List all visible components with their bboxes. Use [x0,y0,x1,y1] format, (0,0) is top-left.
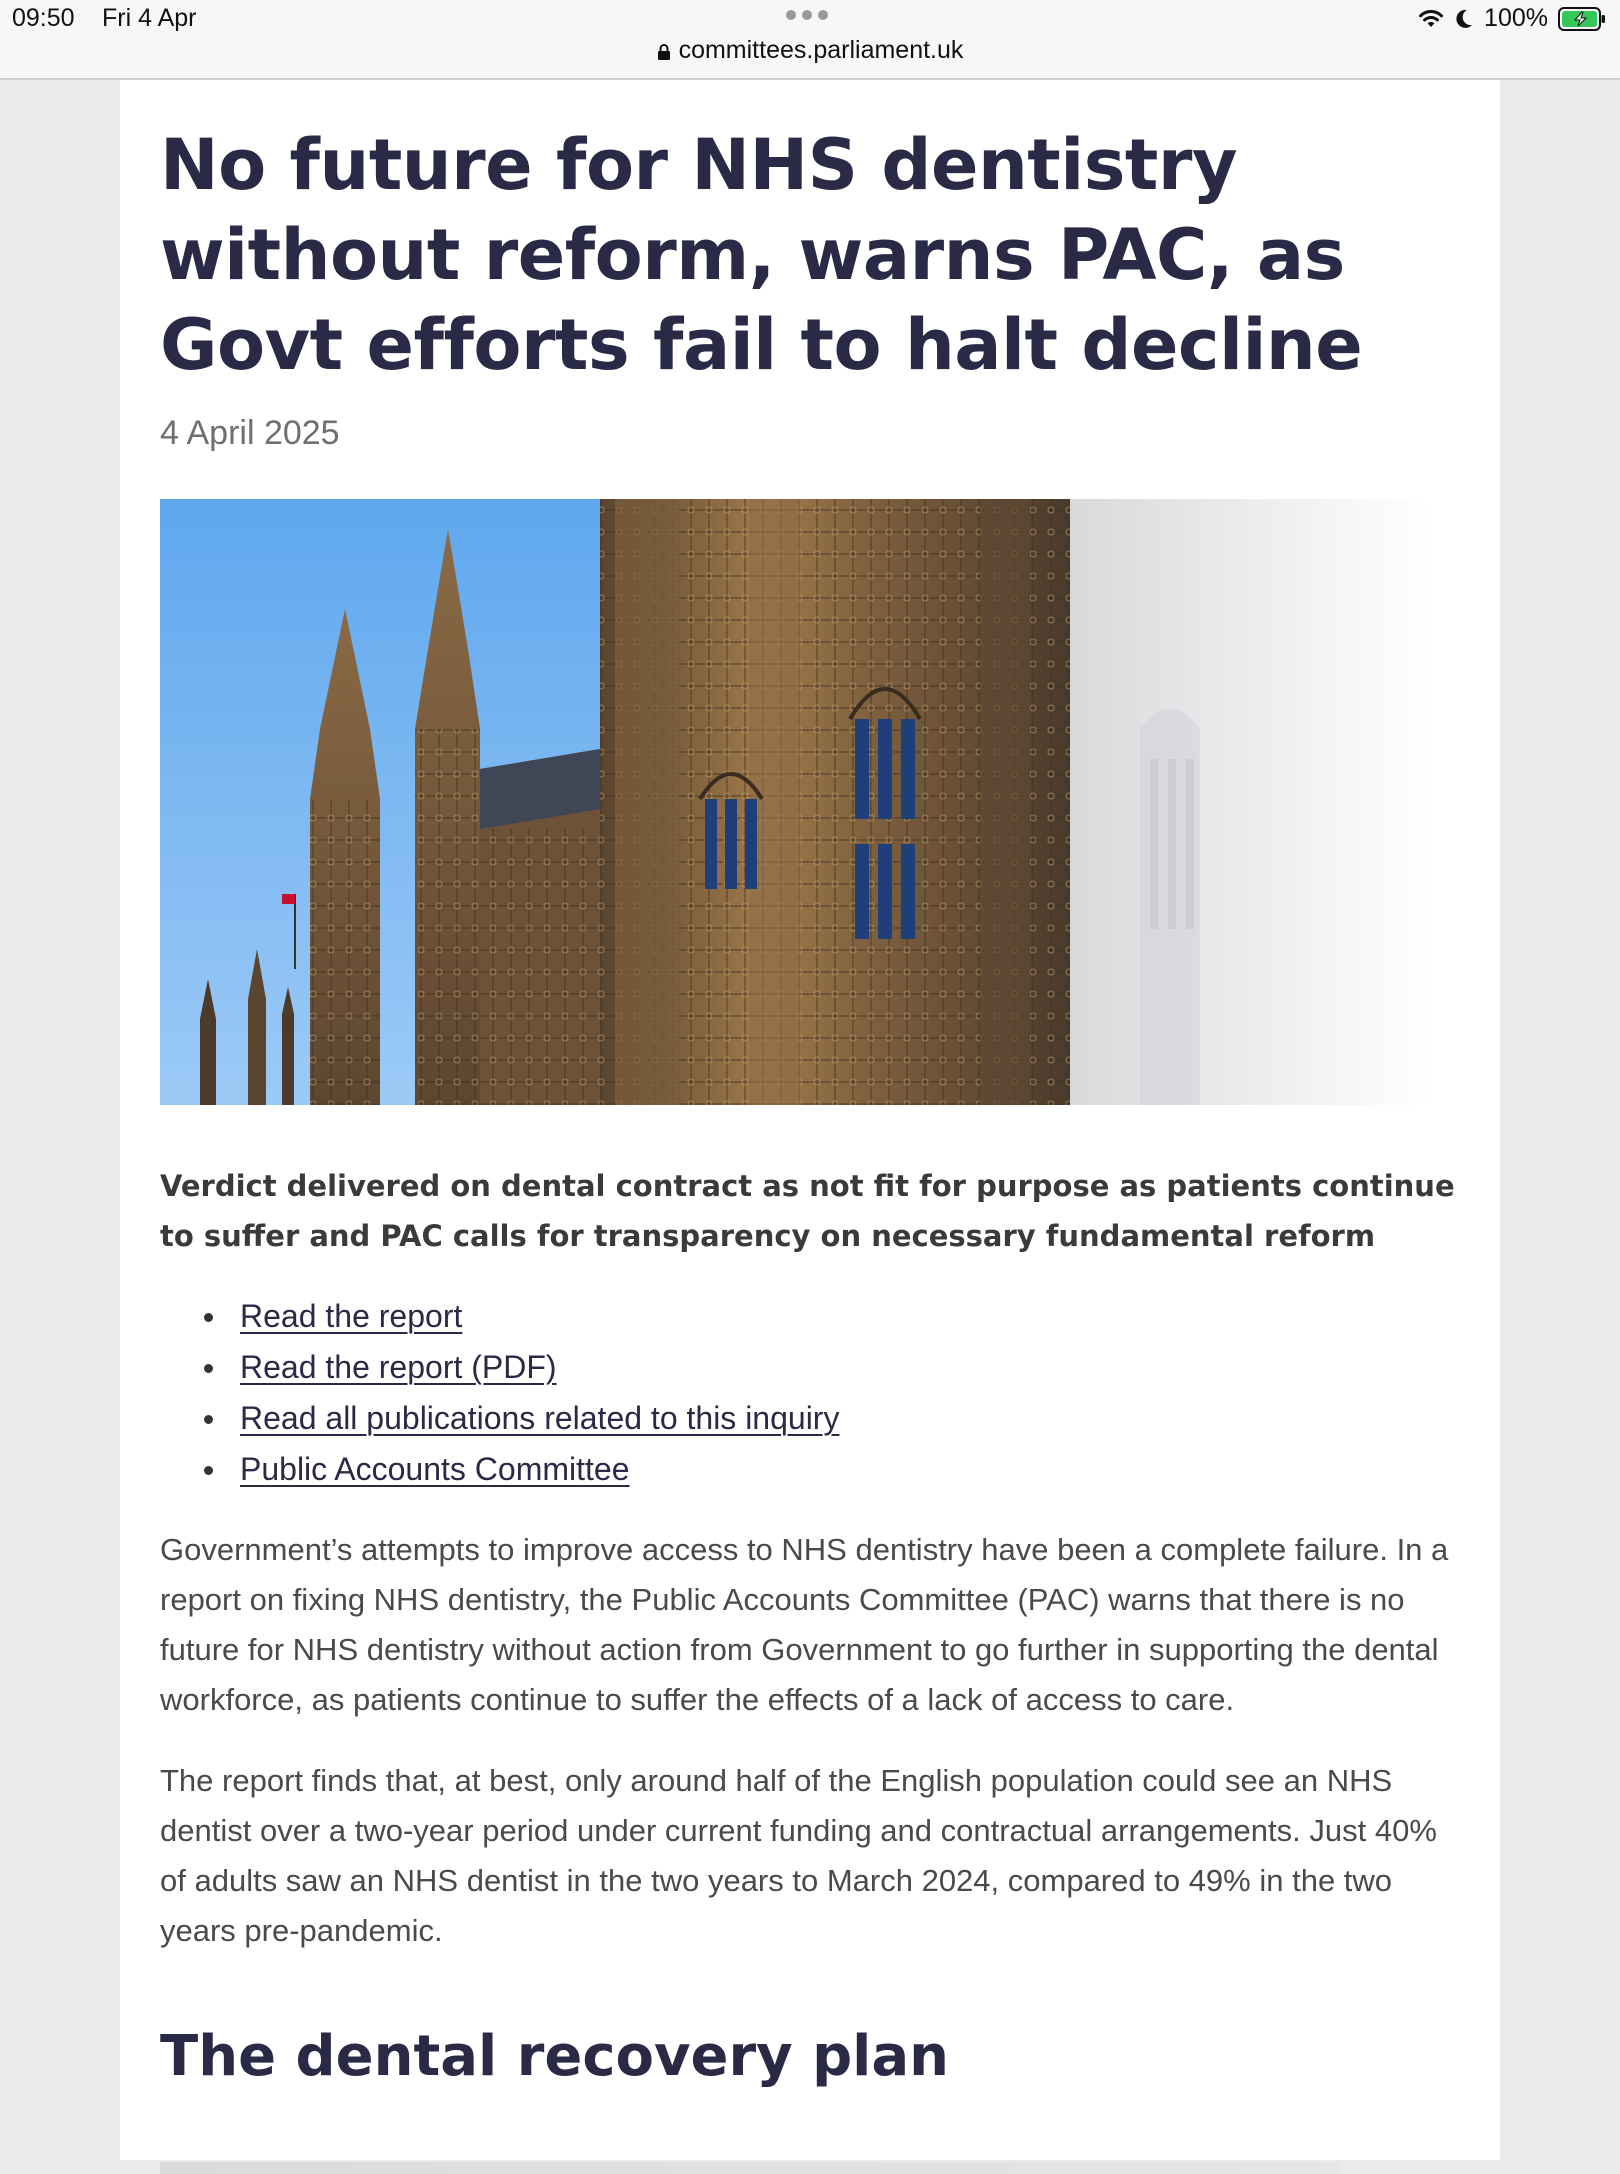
hero-image [160,499,1430,1105]
body-paragraph: Government’s attempts to improve access to NHS dentistry have been a complete failure. In a report on fixing NHS dentistry, the Public Accounts Committee (PAC) warns that there is no future for NHS dentistry without action from Government to go further in supporting the dental workforce, as patients continue to suffer the effects of a lack of access to care. [160,1532,1449,1717]
body-paragraph: The report finds that, at best, only around half of the English population could see an NHS dentist over a two-year period under current funding and contractual arrangements. Just 40% of adults saw an NHS dentist in the two years to March 2024, compared to 49% in the two years pre-pandemic. [160,1763,1437,1948]
list-item [160,1342,1460,1393]
moon-icon [1454,8,1474,30]
inquiry-publications-link[interactable]: Read all publications related to this inquiry [240,1400,840,1436]
article-title: No future for NHS dentistry without reform, warns PAC, as Govt efforts fail to halt decline [160,124,1363,386]
section-heading: The dental recovery plan [160,2024,950,2089]
article [160,80,1460,2174]
status-indicators [1418,4,1606,33]
page-card [120,80,1500,2160]
list-item [160,1291,1460,1342]
public-accounts-committee-link[interactable]: Public Accounts Committee [240,1451,630,1487]
westminster-photo [160,499,1070,1105]
related-links [160,1291,1460,1495]
browser-chrome [0,0,1620,80]
article-date: 4 April 2025 [160,414,340,452]
hero-image-fade [1070,499,1430,1105]
lock-icon [657,43,671,61]
address-bar[interactable] [0,36,1620,65]
read-the-report-link[interactable]: Read the report [240,1298,463,1334]
wifi-icon [1418,9,1444,29]
url-text: committees.parliament.uk [678,36,964,64]
status-time: 09:50 [12,4,75,32]
list-item [160,1444,1460,1495]
article-lede: Verdict delivered on dental contract as not fit for purpose as patients continue to suffer and PAC calls for transparency on necessary fundamental reform [160,1169,1455,1253]
list-item [160,1393,1460,1444]
battery-charging-icon [1558,7,1606,31]
clipped-text [160,2134,1460,2174]
multitasking-dots-icon[interactable] [786,10,828,20]
read-the-report-pdf-link[interactable]: Read the report (PDF) [240,1349,557,1385]
battery-percentage: 100% [1484,4,1548,32]
status-date: Fri 4 Apr [102,4,197,32]
